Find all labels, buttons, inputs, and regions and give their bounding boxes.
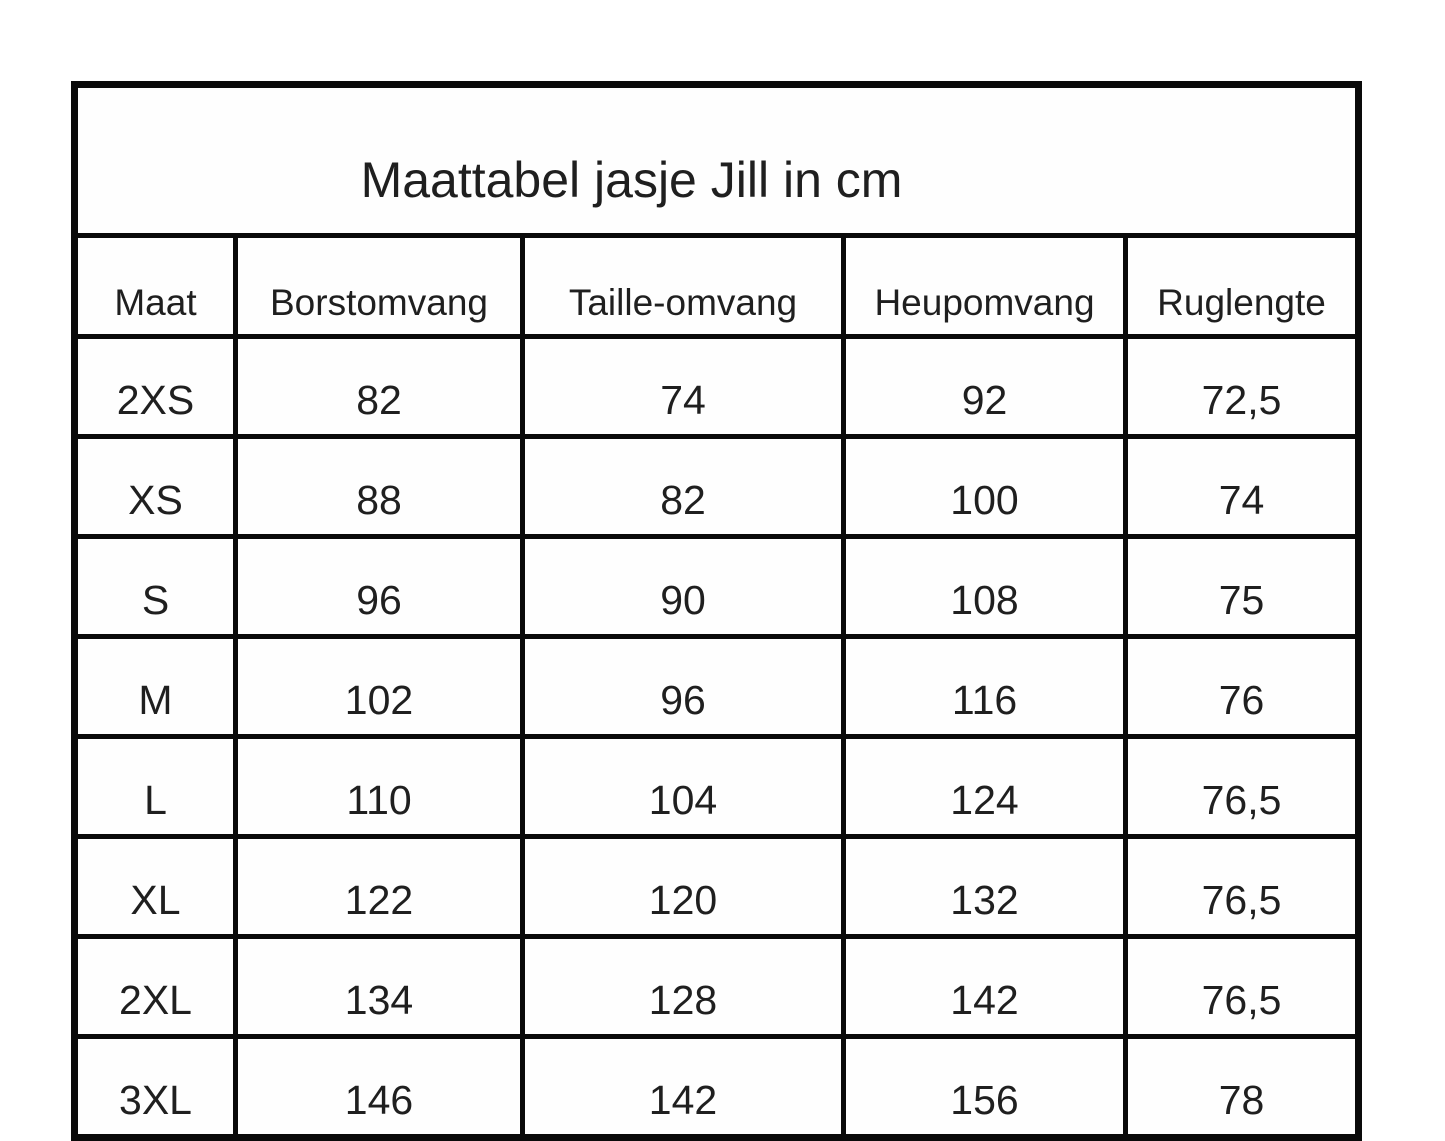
header-row <box>75 236 1359 337</box>
table-cell: 78 <box>1126 1037 1359 1138</box>
table-cell: 82 <box>236 337 523 437</box>
table-cell: 82 <box>523 437 844 537</box>
column-header-maat: Maat <box>75 236 236 337</box>
table-cell: 96 <box>523 637 844 737</box>
size-label: 3XL <box>75 1037 236 1138</box>
size-label: 2XL <box>75 937 236 1037</box>
table-row-l <box>75 737 1359 837</box>
table-cell: 128 <box>523 937 844 1037</box>
table-cell: 74 <box>1126 437 1359 537</box>
table-cell: 104 <box>523 737 844 837</box>
table-title-cell <box>75 85 1359 236</box>
table-cell: 146 <box>236 1037 523 1138</box>
table-cell: 76,5 <box>1126 937 1359 1037</box>
table-row-2xs <box>75 337 1359 437</box>
table-row-s <box>75 537 1359 637</box>
table-cell: 102 <box>236 637 523 737</box>
table-cell: 156 <box>844 1037 1126 1138</box>
column-header-heupomvang: Heupomvang <box>844 236 1126 337</box>
table-title: Maattabel jasje Jill in cm <box>360 152 903 208</box>
table-cell: 88 <box>236 437 523 537</box>
table-row-xl <box>75 837 1359 937</box>
table-cell: 100 <box>844 437 1126 537</box>
table-cell: 134 <box>236 937 523 1037</box>
table-cell: 142 <box>844 937 1126 1037</box>
table-cell: 142 <box>523 1037 844 1138</box>
table-row-xs <box>75 437 1359 537</box>
size-table <box>71 81 1362 1141</box>
table-cell: 72,5 <box>1126 337 1359 437</box>
title-row <box>75 85 1359 236</box>
table-cell: 96 <box>236 537 523 637</box>
size-label: S <box>75 537 236 637</box>
table-row-2xl <box>75 937 1359 1037</box>
size-label: L <box>75 737 236 837</box>
table-cell: 92 <box>844 337 1126 437</box>
table-cell: 116 <box>844 637 1126 737</box>
table-cell: 90 <box>523 537 844 637</box>
column-header-borstomvang: Borstomvang <box>236 236 523 337</box>
table-cell: 108 <box>844 537 1126 637</box>
table-cell: 132 <box>844 837 1126 937</box>
table-cell: 110 <box>236 737 523 837</box>
table-row-3xl <box>75 1037 1359 1138</box>
table-cell: 120 <box>523 837 844 937</box>
size-label: 2XS <box>75 337 236 437</box>
size-label: XL <box>75 837 236 937</box>
table-cell: 75 <box>1126 537 1359 637</box>
table-cell: 76,5 <box>1126 737 1359 837</box>
table-row-m <box>75 637 1359 737</box>
table-cell: 122 <box>236 837 523 937</box>
column-header-ruglengte: Ruglengte <box>1126 236 1359 337</box>
size-label: XS <box>75 437 236 537</box>
table-cell: 76 <box>1126 637 1359 737</box>
column-header-taille-omvang: Taille-omvang <box>523 236 844 337</box>
size-label: M <box>75 637 236 737</box>
table-cell: 74 <box>523 337 844 437</box>
table-cell: 124 <box>844 737 1126 837</box>
table-cell: 76,5 <box>1126 837 1359 937</box>
